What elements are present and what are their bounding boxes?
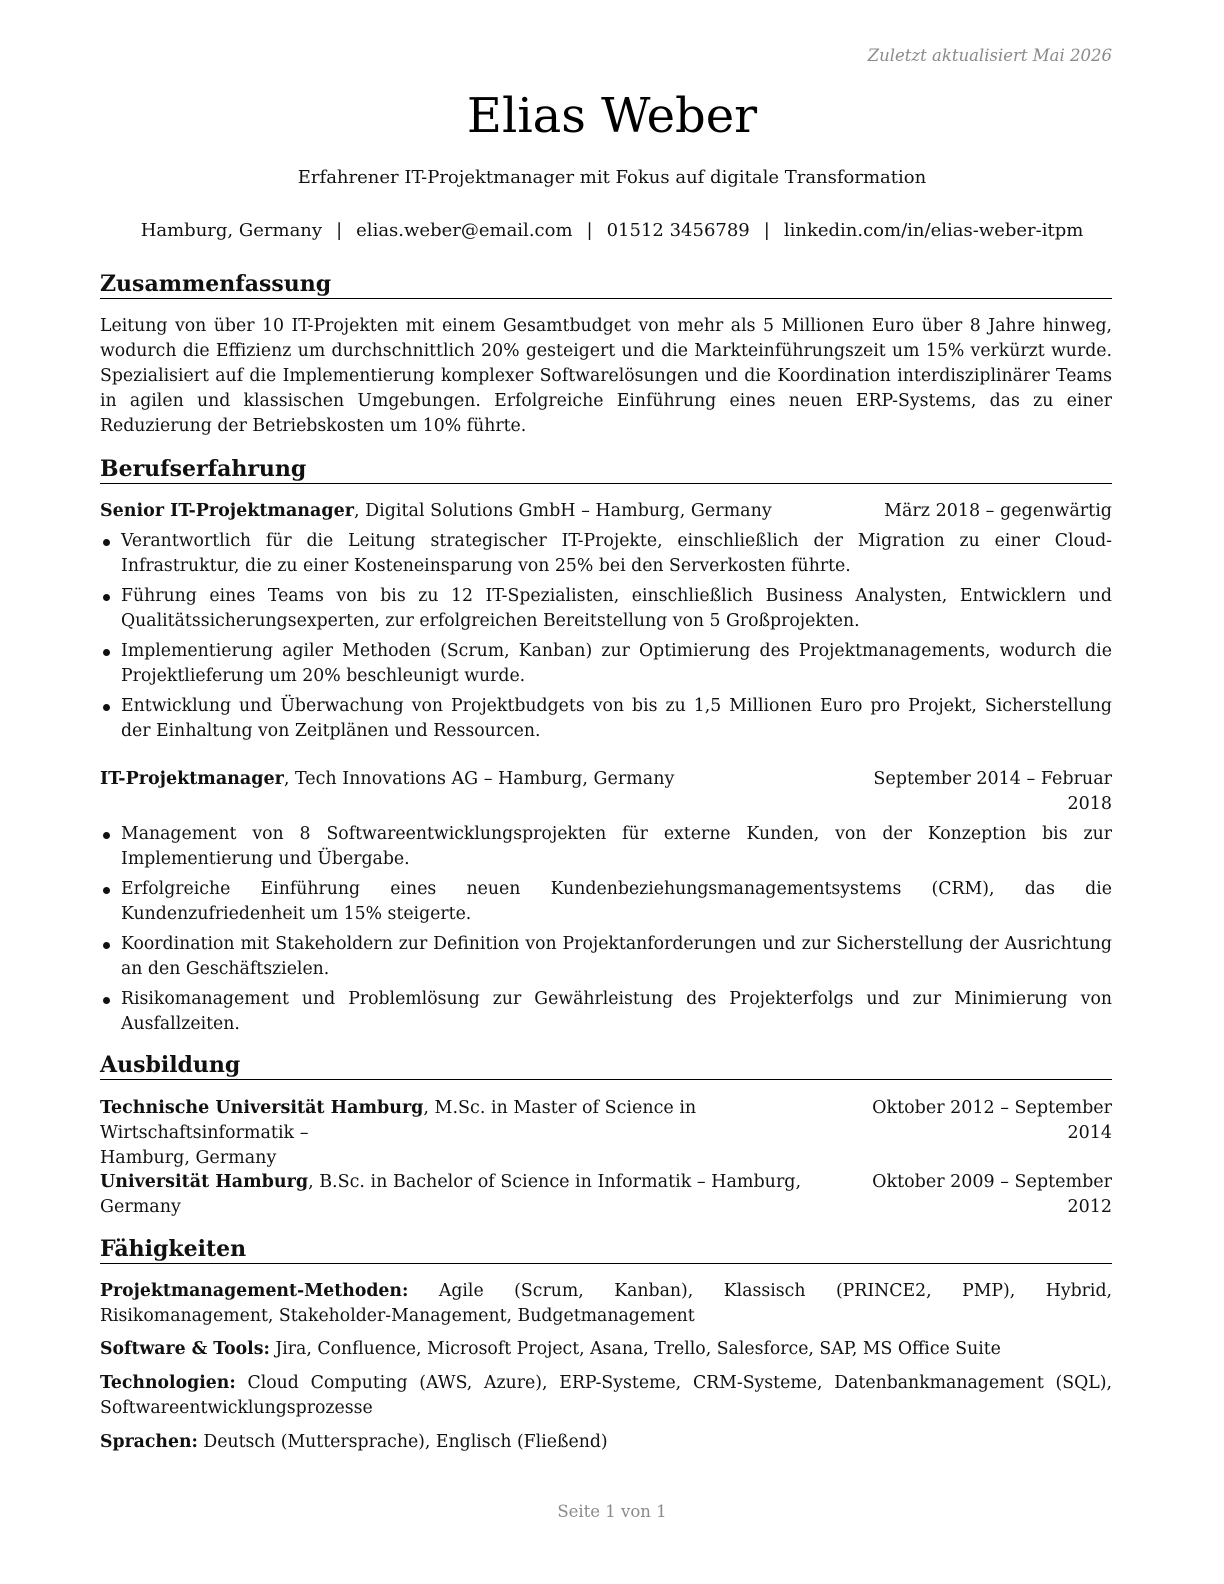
contact-line [0,220,1224,241]
job-employer: , Digital Solutions GmbH – Hamburg, Germany [353,501,772,521]
candidate-name: Elias Weber [466,88,758,144]
skill-value: Deutsch (Muttersprache), Englisch (Fließend) [197,1432,608,1452]
skill-row [100,1430,1112,1455]
job-employer: , Tech Innovations AG – Hamburg, Germany [283,769,675,789]
contact-phone[interactable]: 01512 3456789 [606,220,750,241]
skill-label: Sprachen: [100,1432,198,1452]
list-item: Führung eines Teams von bis zu 12 IT-Spezialisten, einschließlich Business Analysten, Entwicklern und Qualitätssicherungsexperten, zur erfolgreichen Bereitstellung von 5 Großprojekten. [100,584,1112,634]
skill-label: Projektmanagement-Methoden: [100,1281,409,1301]
contact-separator: | [586,220,593,241]
list-item: Verantwortlich für die Leitung strategischer IT-Projekte, einschließlich der Migration zu einer Cloud-Infrastruktur, die zu einer Kosteneinsparung von 25% bei den Serverkosten führte. [100,529,1112,579]
last-updated: Zuletzt aktualisiert Mai 2026 [867,46,1112,65]
page-number: Seite 1 von 1 [557,1502,667,1521]
job-dates: März 2018 – gegenwärtig [884,501,1112,521]
degree: , M.Sc. in Master of Science in Wirtschaftsinformatik – [100,1098,697,1143]
contact-linkedin[interactable]: linkedin.com/in/elias-weber-itpm [783,220,1084,241]
section-title-education: Ausbildung [100,1051,1112,1080]
list-item: Erfolgreiche Einführung eines neuen Kundenbeziehungsmanagementsystems (CRM), das die Kundenzufriedenheit um 15% steigerte. [100,877,1112,927]
job-bullets [100,822,1112,1042]
school-name: Universität Hamburg [100,1172,309,1192]
contact-separator: | [336,220,343,241]
skill-value: Jira, Confluence, Microsoft Project, Asana, Trello, Salesforce, SAP, MS Office Suite [269,1339,1001,1359]
headline: Erfahrener IT-Projektmanager mit Fokus auf digitale Transformation [297,167,927,188]
list-item: Entwicklung und Überwachung von Projektbudgets von bis zu 1,5 Millionen Euro pro Projekt, Sicherstellung der Einhaltung von Zeitplänen und Ressourcen. [100,694,1112,744]
contact-email[interactable]: elias.weber@email.com [356,220,573,241]
school-name: Technische Universität Hamburg [100,1098,424,1118]
job-dates: September 2014 – Februar 2018 [873,769,1112,814]
education-dates: Oktober 2009 – September 2012 [872,1172,1112,1217]
job-title: Senior IT-Projektmanager [100,501,354,521]
school-location: Hamburg, Germany [100,1148,277,1168]
skill-value: Agile (Scrum, Kanban), Klassisch (PRINCE2, PMP), Hybrid, Risikomanagement, Stakeholder-Management, Budgetmanagement [100,1281,1112,1326]
list-item: Koordination mit Stakeholdern zur Definition von Projektanforderungen und zur Sicherstellung der Ausrichtung an den Geschäftszielen. [100,932,1112,982]
list-item: Management von 8 Softwareentwicklungsprojekten für externe Kunden, von der Konzeption bis zur Implementierung und Übergabe. [100,822,1112,872]
list-item: Risikomanagement und Problemlösung zur Gewährleistung des Projekterfolgs und zur Minimierung von Ausfallzeiten. [100,987,1112,1037]
contact-location: Hamburg, Germany [140,220,323,241]
education-dates: Oktober 2012 – September 2014 [872,1098,1112,1143]
skill-value: Cloud Computing (AWS, Azure), ERP-Systeme, CRM-Systeme, Datenbankmanagement (SQL), Softwareentwicklungsprozesse [100,1373,1112,1418]
degree: , B.Sc. in Bachelor of Science in Informatik – Hamburg, Germany [100,1172,802,1217]
contact-separator: | [763,220,770,241]
section-title-skills: Fähigkeiten [100,1235,1112,1264]
skill-label: Technologien: [100,1373,236,1393]
skill-label: Software & Tools: [100,1339,270,1359]
skill-row [100,1371,1112,1421]
job-title: IT-Projektmanager [100,769,284,789]
section-title-summary: Zusammenfassung [100,270,1112,299]
job-bullets [100,529,1112,749]
skill-row [100,1337,1112,1362]
section-title-experience: Berufserfahrung [100,455,1112,484]
list-item: Implementierung agiler Methoden (Scrum, Kanban) zur Optimierung des Projektmanagements, wodurch die Projektlieferung um 20% beschleunigt wurde. [100,639,1112,689]
summary-text: Leitung von über 10 IT-Projekten mit einem Gesamtbudget von mehr als 5 Millionen Euro über 8 Jahre hinweg, wodurch die Effizienz um durchschnittlich 20% gesteigert und die Markteinführungszeit um 15% verkürzt wurde. Spezialisiert auf die Implementierung komplexer Softwarelösungen und die Koordination interdisziplinärer Teams in agilen und klassischen Umgebungen. Erfolgreiche Einführung eines neuen ERP-Systems, das zu einer Reduzierung der Betriebskosten um 10% führte. [100,316,1112,436]
skill-row [100,1279,1112,1329]
